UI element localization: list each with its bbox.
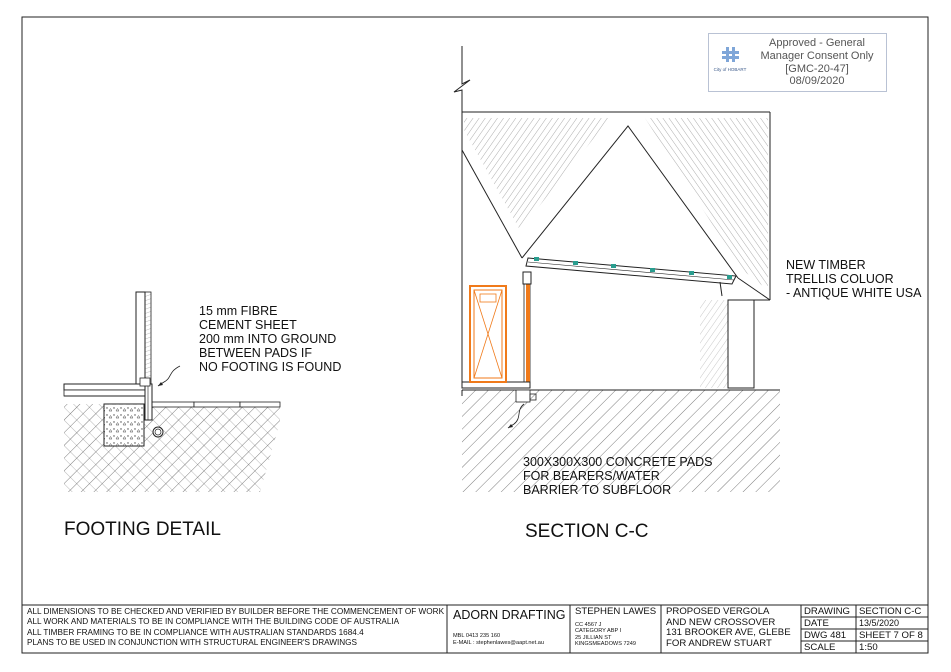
logo-text: City of HOBART [713,67,747,72]
fibre-cement-note: 15 mm FIBRE CEMENT SHEET 200 mm INTO GROUND BETWEEN PADS IF NO FOOTING IS FOUND [199,304,342,374]
section-title: SECTION C-C [525,521,649,542]
designer-details: CC 4567 J CATEGORY ABP I 25 JILLIAN ST KINGSMEADOWS 7249 [575,622,636,648]
company-email: E-MAIL : stephenlawes@aapt.net.au [453,640,544,646]
city-of-hobart-logo [713,44,747,74]
stamp-text [749,37,885,88]
general-note: PLANS TO BE USED IN CONJUNCTION WITH STRUCTURAL ENGINEER'S DRAWINGS [27,637,358,647]
scale-label: SCALE [804,642,836,653]
company-name: ADORN DRAFTING [453,608,566,622]
sheet-number: SHEET 7 OF 8 [859,630,923,641]
stamp-line-1: Approved - General [769,37,865,49]
date-value: 13/5/2020 [859,618,900,628]
general-notes [27,607,444,648]
project-description: PROPOSED VERGOLA AND NEW CROSSOVER 131 BROOKER AVE, GLEBE FOR ANDREW STUART [666,606,791,649]
designer-name: STEPHEN LAWES [575,606,657,617]
stamp-line-3: [GMC-20-47] [785,62,849,75]
general-note: ALL TIMBER FRAMING TO BE IN COMPLIANCE WITH AUSTRALIAN STANDARDS 1684.4 [27,627,364,637]
stamp-line-4: 08/09/2020 [789,75,845,88]
stamp-line-2: Manager Consent Only [760,49,874,62]
drawing-label: DRAWING [804,606,851,617]
scale-value: 1:50 [859,642,878,653]
footing-detail-title: FOOTING DETAIL [64,519,221,540]
concrete-pads-note: 300X300X300 CONCRETE PADS FOR BEARERS/WATER BARRIER TO SUBFLOOR [523,455,713,497]
section-c-c-drawing [454,46,780,492]
approval-stamp [708,33,887,92]
general-note: ALL DIMENSIONS TO BE CHECKED AND VERIFIED BY BUILDER BEFORE THE COMMENCEMENT OF WORK [27,607,445,616]
trellis-note: NEW TIMBER TRELLIS COLUOR - ANTIQUE WHITE USA [786,258,922,300]
company-mobile: MBL 0413 235 160 [453,633,501,639]
date-label: DATE [804,618,829,629]
drawing-value: SECTION C-C [859,606,922,617]
dwg-number: DWG 481 [804,630,847,641]
general-note: ALL WORK AND MATERIALS TO BE IN COMPLIANCE WITH THE BUILDING CODE OF AUSTRALIA [27,617,400,627]
